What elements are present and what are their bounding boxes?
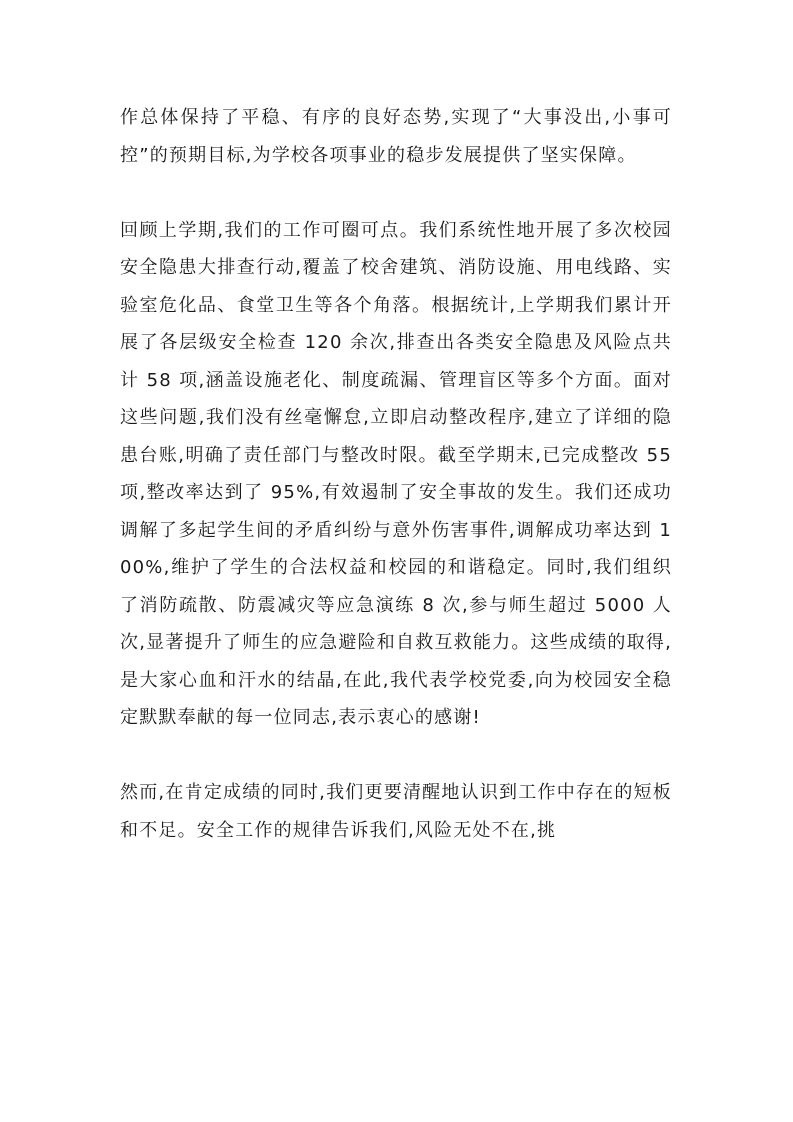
- paragraph-review-last-term: 回顾上学期,我们的工作可圈可点。我们系统性地开展了多次校园安全隐患大排查行动,覆盖了校舍建筑、消防设施、用电线路、实验室危化品、食堂卫生等各个角落。根据统计,上学期我们累计开展了各层级安全检查 120 余次,排查出各类安全隐患及风险点共计 58 项,涵盖设施老化、制度疏漏、管理盲区等多个方面。面对这些问题,我们没有丝毫懈怠,立即启动整改程序,建立了详细的隐患台账,明确了责任部门与整改时限。截至学期末,已完成整改 55 项,整改率达到了 95%,有效遏制了安全事故的发生。我们还成功调解了多起学生间的矛盾纠纷与意外伤害事件,调解成功率达到 100%,维护了学生的合法权益和校园的和谐稳定。同时,我们组织了消防疏散、防震减灾等应急演练 8 次,参与师生超过 5000 人次,显著提升了师生的应急避险和自救互救能力。这些成绩的取得,是大家心血和汗水的结晶,在此,我代表学校党委,向为校园安全稳定默默奉献的每一位同志,表示衷心的感谢!: [120, 219, 672, 728]
- document-body: [120, 99, 672, 849]
- paragraph-intro-continuation: 作总体保持了平稳、有序的良好态势,实现了“大事没出,小事可控”的预期目标,为学校各项事业的稳步发展提供了坚实保障。: [120, 107, 672, 166]
- paragraph-shortcomings: 然而,在肯定成绩的同时,我们更要清醒地认识到工作中存在的短板和不足。安全工作的规律告诉我们,风险无处不在,挑: [120, 782, 672, 841]
